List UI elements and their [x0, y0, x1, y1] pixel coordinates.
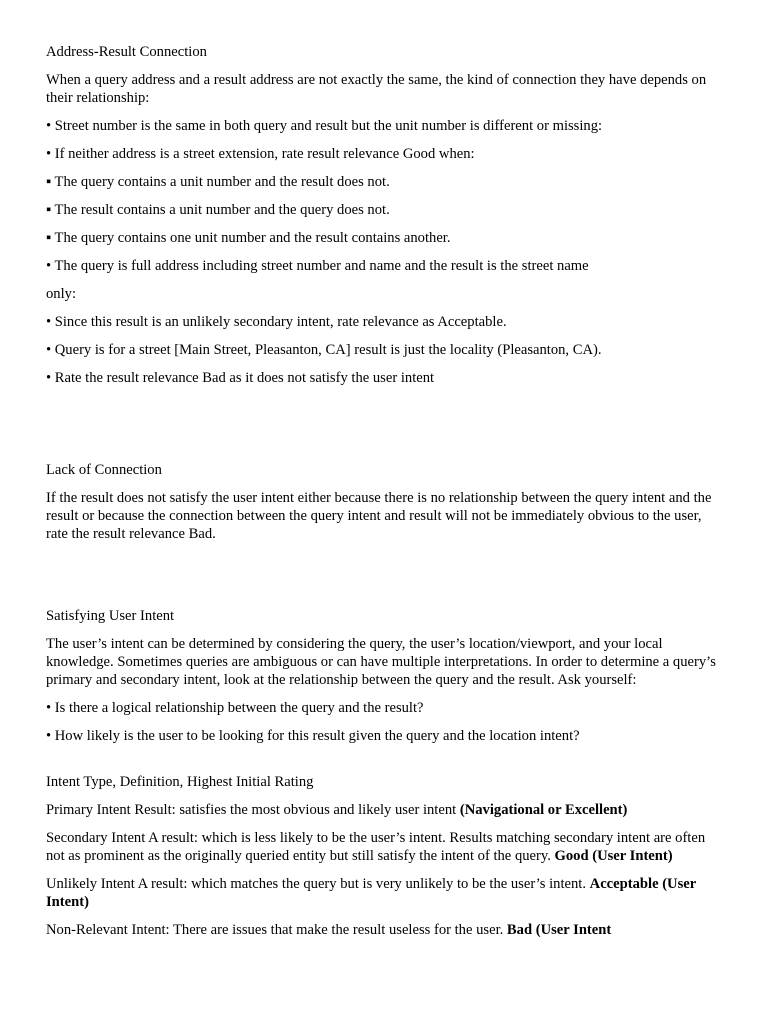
section-heading-address-result: Address-Result Connection — [46, 44, 207, 60]
intent-row — [46, 921, 726, 939]
intent-row — [46, 875, 726, 911]
list-item: • Is there a logical relationship between the query and the result? — [46, 700, 424, 716]
section-heading-lack-of-connection: Lack of Connection — [46, 462, 162, 478]
list-item: • How likely is the user to be looking for this result given the query and the location intent? — [46, 728, 580, 744]
intent-rating: (Navigational or Excellent) — [459, 802, 628, 818]
intent-rating: Good (User Intent) — [554, 848, 673, 864]
intent-definition: Primary Intent Result: satisfies the most obvious and likely user intent — [46, 802, 460, 818]
paragraph-address-intro: When a query address and a result address are not exactly the same, the kind of connection they have depends on their relationship: — [46, 72, 707, 106]
paragraph-satisfying-intent: The user’s intent can be determined by considering the query, the user’s location/viewport, and your local knowledge. Sometimes queries are ambiguous or can have multiple interpretations. In order to determine a query’s primary and secondary intent, look at the relationship between the query and the result. Ask yourself: — [46, 636, 716, 688]
section-heading-intent-type: Intent Type, Definition, Highest Initial Rating — [46, 774, 314, 790]
intent-definition: Unlikely Intent A result: which matches the query but is very unlikely to be the user’s intent. — [46, 876, 590, 892]
document-content — [46, 43, 726, 949]
intent-row — [46, 801, 726, 819]
intent-rating: Bad (User Intent — [506, 922, 612, 938]
intent-rating: Acceptable (User Intent) — [46, 876, 696, 910]
list-item: ▪ The query contains a unit number and the result does not. — [46, 174, 390, 190]
intent-row — [46, 829, 726, 865]
list-item: • Query is for a street [Main Street, Pleasanton, CA] result is just the locality (Pleasanton, CA). — [46, 342, 602, 358]
intent-definition: Non-Relevant Intent: There are issues that make the result useless for the user. — [46, 922, 507, 938]
paragraph-lack-of-connection: If the result does not satisfy the user intent either because there is no relationship between the query intent and the result or because the connection between the query intent and result will not be immediately obvious to the user, rate the result relevance Bad. — [46, 490, 712, 542]
list-item: • Rate the result relevance Bad as it does not satisfy the user intent — [46, 370, 435, 386]
section-heading-satisfying-intent: Satisfying User Intent — [46, 608, 175, 624]
list-item: • Since this result is an unlikely secondary intent, rate relevance as Acceptable. — [46, 314, 507, 330]
intent-definition: Secondary Intent A result: which is less likely to be the user’s intent. Results matching secondary intent are often not as prominent as the originally queried entity but still satisfy the intent of the query. — [46, 830, 706, 864]
list-item: ▪ The result contains a unit number and the query does not. — [46, 202, 390, 218]
list-item: • If neither address is a street extension, rate result relevance Good when: — [46, 146, 475, 162]
list-item: • Street number is the same in both query and result but the unit number is different or missing: — [46, 118, 603, 134]
list-item: only: — [46, 286, 76, 302]
list-item: • The query is full address including street number and name and the result is the street name — [46, 258, 589, 274]
list-item: ▪ The query contains one unit number and the result contains another. — [46, 230, 451, 246]
